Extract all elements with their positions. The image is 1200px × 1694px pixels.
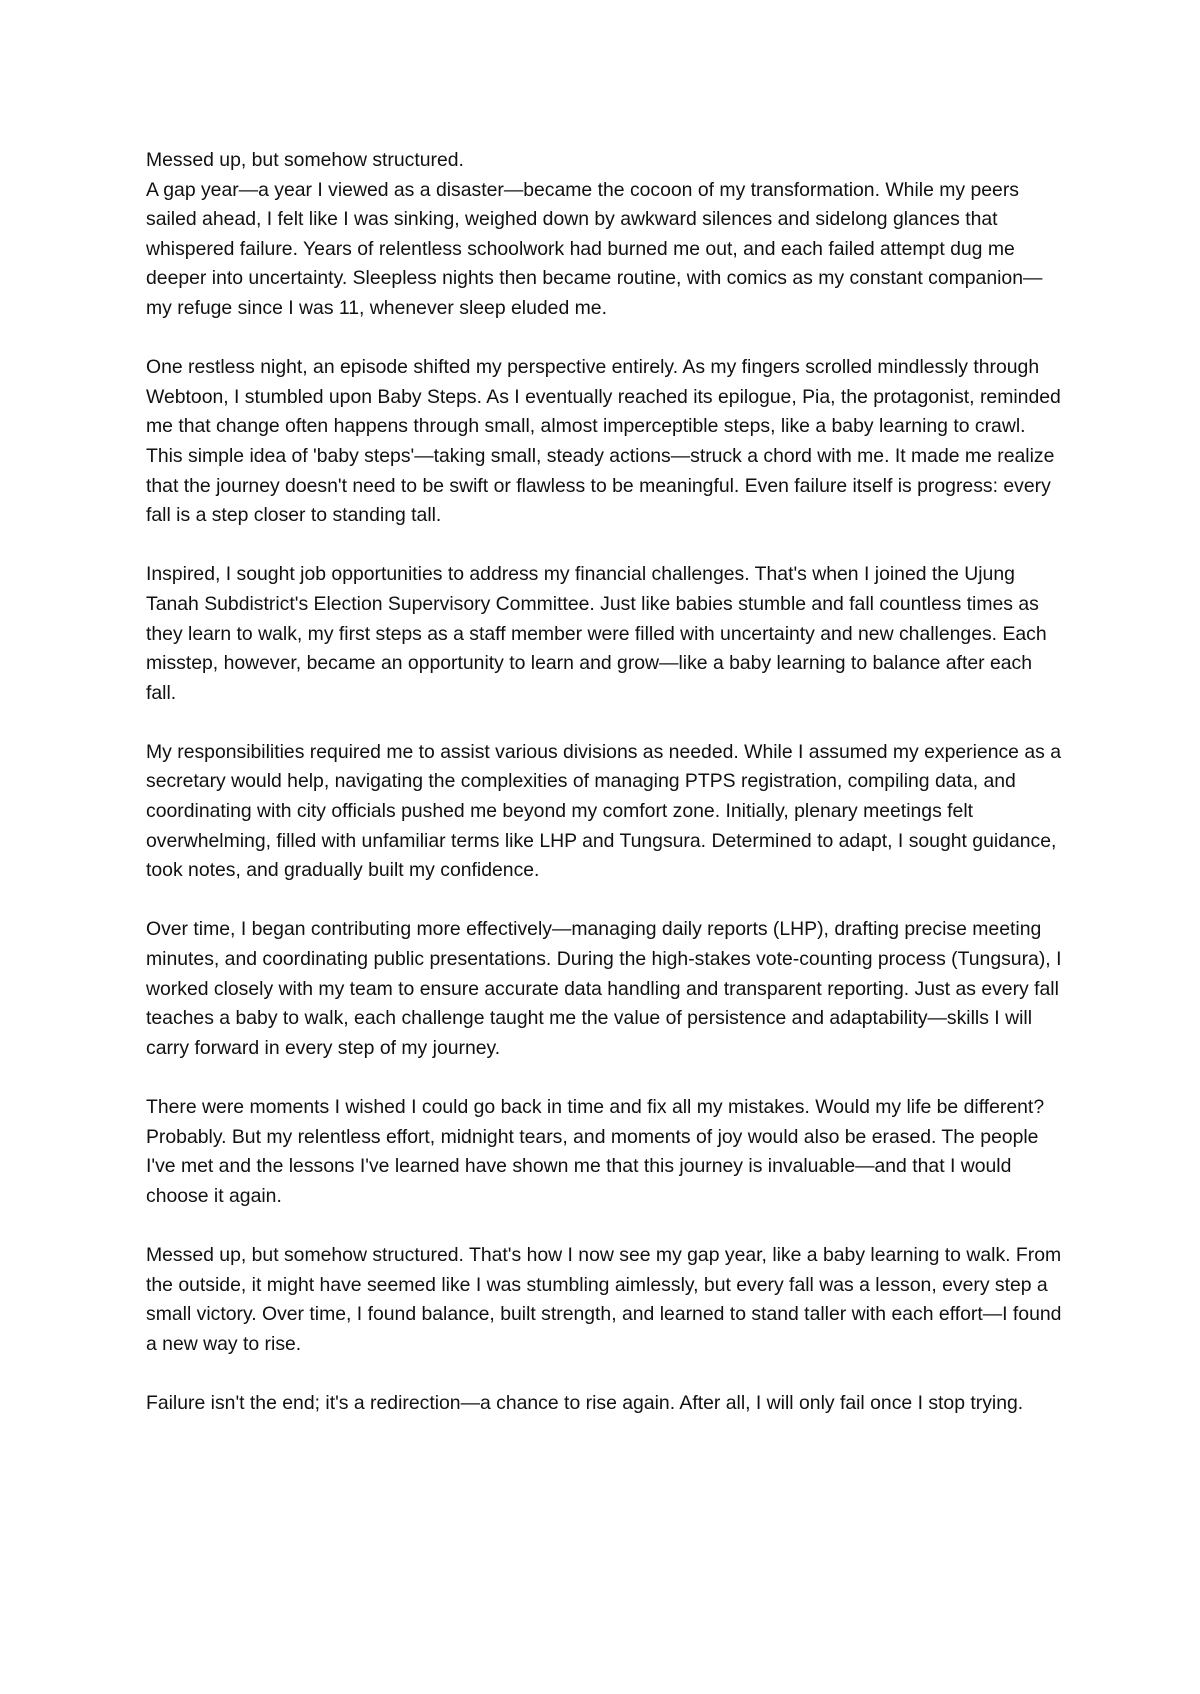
paragraph-job: Inspired, I sought job opportunities to address my financial challenges. That's when I joined the Ujung Tanah Subdistrict's Election Supervisory Committee. Just like babies stumble and fall countless times as they learn to walk, my first steps as a staff member were filled with uncertainty and new challenges. Each misstep, however, became an opportunity to learn and grow—like a baby learning to balance after each fall. <box>146 563 1047 704</box>
paragraph-structured: Messed up, but somehow structured. That's how I now see my gap year, like a baby learning to walk. From the outside, it might have seemed like I was stumbling aimlessly, but every fall was a lesson, every step a small victory. Over time, I found balance, built strength, and learned to stand taller with each effort—I found a new way to rise. <box>146 1243 1062 1355</box>
paragraph-contributing: Over time, I began contributing more effectively—managing daily reports (LHP), drafting precise meeting minutes, and coordinating public presentations. During the high-stakes vote-counting process (Tungsura), I worked closely with my team to ensure accurate data handling and transparent reporting. Just as every fall teaches a baby to walk, each challenge taught me the value of persistence and adaptability—skills I will carry forward in every step of my journey. <box>146 918 1062 1059</box>
paragraph-responsibilities: My responsibilities required me to assist various divisions as needed. While I assumed my experience as a secretary would help, navigating the complexities of managing PTPS registration, compiling data, and coordinating with city officials pushed me beyond my comfort zone. Initially, plenary meetings felt overwhelming, filled with unfamiliar terms like LHP and Tungsura. Determined to adapt, I sought guidance, took notes, and gradually built my confidence. <box>146 740 1062 882</box>
paragraph-closing: Failure isn't the end; it's a redirection—a chance to rise again. After all, I will only fail once I stop trying. <box>146 1391 1024 1414</box>
paragraph-baby-steps: One restless night, an episode shifted my perspective entirely. As my fingers scrolled mindlessly through Webtoon, I stumbled upon Baby Steps. As I eventually reached its epilogue, Pia, the protagonist, reminded me that change often happens through small, almost imperceptible steps, like a baby learning to crawl. This simple idea of 'baby steps'—taking small, steady actions—struck a chord with me. It made me realize that the journey doesn't need to be swift or flawless to be meaningful. Even failure itself is progress: every fall is a step closer to standing tall. <box>146 356 1061 527</box>
paragraph-gap-year: A gap year—a year I viewed as a disaster—became the cocoon of my transformation. While my peers sailed ahead, I felt like I was sinking, weighed down by awkward silences and sidelong glances that whispered failure. Years of relentless schoolwork had burned me out, and each failed attempt dug me deeper into uncertainty. Sleepless nights then became routine, with comics as my constant companion—my refuge since I was 11, whenever sleep eluded me. <box>146 178 1043 319</box>
document-opening-line: Messed up, but somehow structured. <box>146 149 464 171</box>
document-body <box>146 146 1066 1448</box>
paragraph-reflection: There were moments I wished I could go back in time and fix all my mistakes. Would my life be different? Probably. But my relentless effort, midnight tears, and moments of joy would also be erased. The people I've met and the lessons I've learned have shown me that this journey is invaluable—and that I would choose it again. <box>146 1096 1045 1207</box>
